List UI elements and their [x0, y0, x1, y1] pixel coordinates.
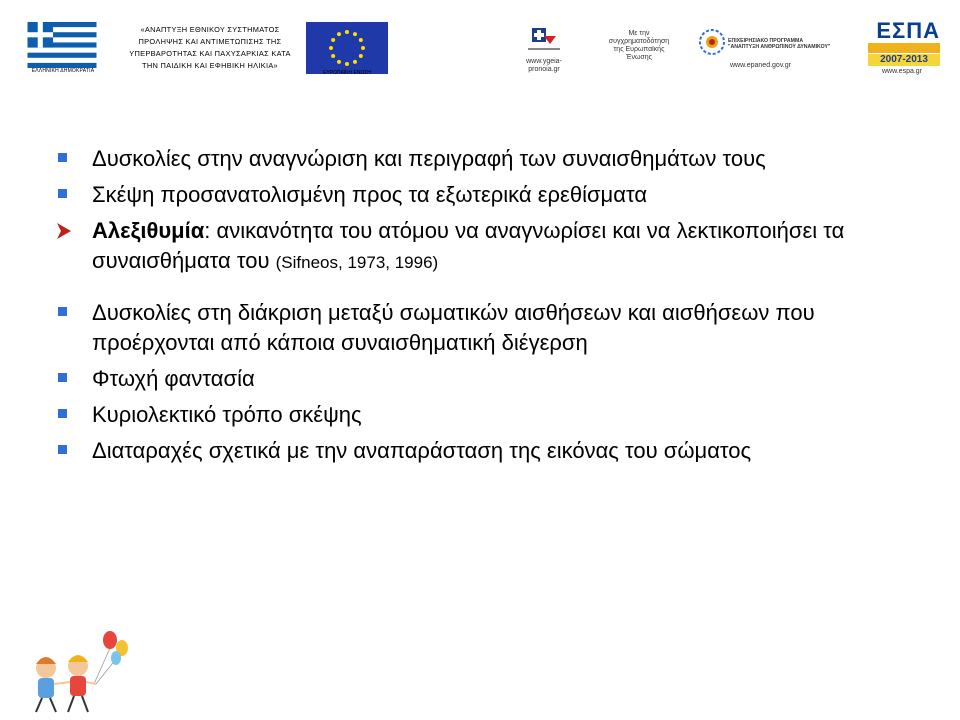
epaned-title: ΕΠΙΧΕΙΡΗΣΙΑΚΟ ΠΡΟΓΡΑΜΜΑ "ΑΝΑΠΤΥΞΗ ΑΝΘΡΩΠΙΝΟΥ ΔΥΝΑΜΙΚΟΥ" — [728, 38, 831, 50]
eu-star-icon — [353, 32, 357, 36]
list-item: Δυσκολίες στη διάκριση μεταξύ σωματικών αισθήσεων και αισθήσεων που προέρχονται από κάποια συναισθηματική διέγερση — [56, 298, 936, 358]
list-item: Φτωχή φαντασία — [56, 364, 936, 394]
list-item: Αλεξιθυμία: ανικανότητα του ατόμου να αναγνωρίσει και να λεκτικοποιήσει τα συναισθήματα του (Sifneos, 1973, 1996) — [56, 216, 936, 278]
eu-star-icon — [329, 46, 333, 50]
eu-star-icon — [331, 38, 335, 42]
list-item: Διαταραχές σχετικά με την αναπαράσταση της εικόνας του σώματος — [56, 436, 936, 466]
arrow-bullet-icon — [56, 221, 72, 241]
square-bullet-icon — [58, 307, 67, 316]
list-item: Δυσκολίες στην αναγνώριση και περιγραφή των συναισθημάτων τους — [56, 144, 936, 174]
espa-title: ΕΣΠΑ — [876, 18, 940, 43]
eu-star-icon — [353, 60, 357, 64]
eu-star-icon — [345, 62, 349, 66]
espa-band — [868, 43, 940, 53]
term-alexithymia: Αλεξιθυμία — [92, 218, 205, 243]
flag-caption: ΕΛΛΗΝΙΚΗ ΔΗΜΟΚΡΑΤΙΑ — [31, 68, 95, 74]
eu-star-icon — [337, 60, 341, 64]
program-title: «ΑΝΑΠΤΥΞΗ ΕΘΝΙΚΟΥ ΣΥΣΤΗΜΑΤΟΣ ΠΡΟΛΗΨΗΣ ΚΑΙ ΑΝΤΙΜΕΤΩΠΙΣΗΣ ΤΗΣ ΥΠΕΡΒΑΡΟΤΗΤΑΣ ΚΑΙ ΠΑΧΥΣΑΡΚΙΑΣ ΚΑΤΑ ΤΗΝ ΠΑΙΔΙΚΗ ΚΑΙ ΕΦΗΒΙΚΗ ΗΛΙΚΙΑ» — [129, 25, 291, 70]
square-bullet-icon — [58, 153, 67, 162]
square-bullet-icon — [58, 445, 67, 454]
eu-star-icon — [337, 32, 341, 36]
eu-caption: ΕΥΡΩΠΑΪΚΗ ΕΝΩΣΗ — [323, 70, 371, 76]
eu-flag-icon — [306, 22, 388, 74]
header-logos — [0, 0, 960, 90]
eu-star-icon — [359, 38, 363, 42]
eu-star-icon — [359, 54, 363, 58]
eu-star-icon — [331, 54, 335, 58]
square-bullet-icon — [58, 373, 67, 382]
espa-url: www.espa.gr — [881, 68, 923, 75]
square-bullet-icon — [58, 409, 67, 418]
eu-star-icon — [345, 30, 349, 34]
espa-years: 2007-2013 — [868, 54, 940, 66]
cofunding-text: Με την συγχρηματοδότηση της Ευρωπαϊκής Ένωσης — [608, 30, 670, 61]
greek-flag-icon — [22, 22, 102, 68]
children-balloons-illustration — [16, 628, 134, 716]
ygeia-logo-icon — [524, 26, 564, 54]
list-item: Κυριολεκτικό τρόπο σκέψης — [56, 400, 936, 430]
eu-star-icon — [361, 46, 365, 50]
square-bullet-icon — [58, 189, 67, 198]
epaned-url: www.epaned.gov.gr — [730, 62, 791, 69]
ygeia-url: www.ygeia- pronoia.gr — [526, 58, 562, 73]
epaned-logo-icon — [696, 26, 728, 58]
citation: (Sifneos, 1973, 1996) — [275, 253, 439, 272]
list-item: Σκέψη προσανατολισμένη προς τα εξωτερικά ερεθίσματα — [56, 180, 936, 210]
bullet-list — [56, 144, 936, 472]
